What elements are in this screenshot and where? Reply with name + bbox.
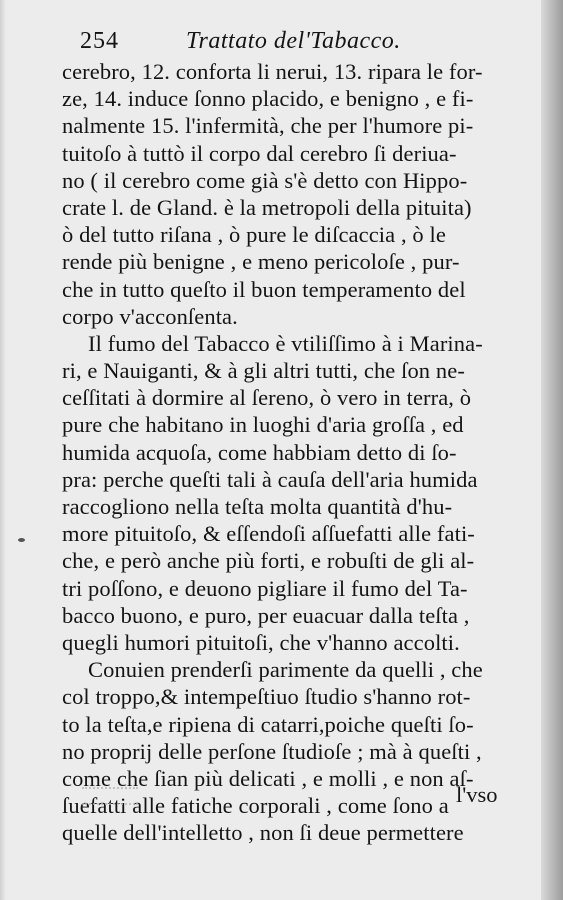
text-line: col troppo,& intempeſtiuo ſtudio s'hanno rot-: [62, 684, 471, 710]
text-line: ri, e Nauiganti, & à gli altri tutti, che ſon ne-: [62, 358, 465, 384]
text-line: che, e però anche più forti, e robuſti de gli al-: [62, 548, 475, 574]
text-line: more pituitoſo, & eſſendoſi aſſuefatti alle fati-: [62, 521, 475, 547]
text-line: quelle dell'intelletto , non ſi deue permettere: [62, 820, 464, 846]
text-line-paragraph-start: Il fumo del Tabacco è vtiliſſimo à i Marina-: [88, 330, 483, 356]
text-line: pra: perche queſti tali à cauſa dell'aria humida: [62, 466, 478, 492]
text-line: quegli humori pituitoſi, che v'hanno accolti.: [62, 629, 460, 655]
text-line: bacco buono, e puro, per euacuar dalla teſta ,: [62, 602, 470, 628]
text-line: tri poſſono, e deuono pigliare il fumo del Ta-: [62, 575, 468, 601]
text-line: che in tutto queſto il buon temperamento del: [62, 276, 466, 302]
text-line: rende più benigne , e meno pericoloſe , pur-: [62, 249, 460, 275]
text-line: ſuefatti alle fatiche corporali , come ſono a: [62, 793, 449, 819]
text-line: pure che habitano in luoghi d'aria groſſa , ed: [62, 412, 464, 438]
text-line: no proprij delle perſone ſtudioſe ; mà à queſti ,: [62, 738, 482, 764]
body-text: [62, 58, 532, 846]
page-header: [80, 28, 480, 62]
text-line-paragraph-start: Conuien prenderſi parimente da quelli , che: [88, 657, 483, 683]
running-title: Trattato del'Tabacco.: [186, 28, 401, 54]
text-line: nalmente 15. l'infermità, che per l'humore pi-: [62, 113, 474, 139]
text-line: to la teſta,e ripiena di catarri,poiche queſti ſo-: [62, 711, 474, 737]
catchword: l'vso: [456, 782, 498, 807]
text-line: no ( il cerebro come già s'è detto con Hippo-: [62, 167, 468, 193]
text-line: humida acquoſa, come habbiam detto di ſo-: [62, 439, 457, 465]
page-edge: [541, 0, 563, 900]
text-line: ze, 14. induce ſonno placido, e benigno , e fi-: [62, 86, 474, 112]
margin-ink-spot: [18, 538, 25, 542]
text-line: come che ſian più delicati , e molli , e non aſ-: [62, 765, 474, 791]
text-line: corpo v'acconſenta.: [62, 303, 238, 329]
text-line: ceſſitati à dormire al ſereno, ò vero in terra, ò: [62, 385, 472, 411]
text-line: ò del tutto riſana , ò pure le diſcaccia , ò le: [62, 222, 446, 248]
text-line: raccogliono nella teſta molta quantità d'hu-: [62, 494, 453, 519]
text-line: crate l. de Gland. è la metropoli della pituita): [62, 194, 472, 220]
page-gutter-shadow: [0, 0, 6, 900]
text-line: cerebro, 12. conforta li nerui, 13. ripara le for-: [62, 59, 483, 84]
text-line: tuitoſo à tuttò il corpo dal cerebro ſi deriua-: [62, 140, 457, 166]
page-number: 254: [80, 28, 119, 54]
faded-library-stamp: [82, 787, 138, 805]
